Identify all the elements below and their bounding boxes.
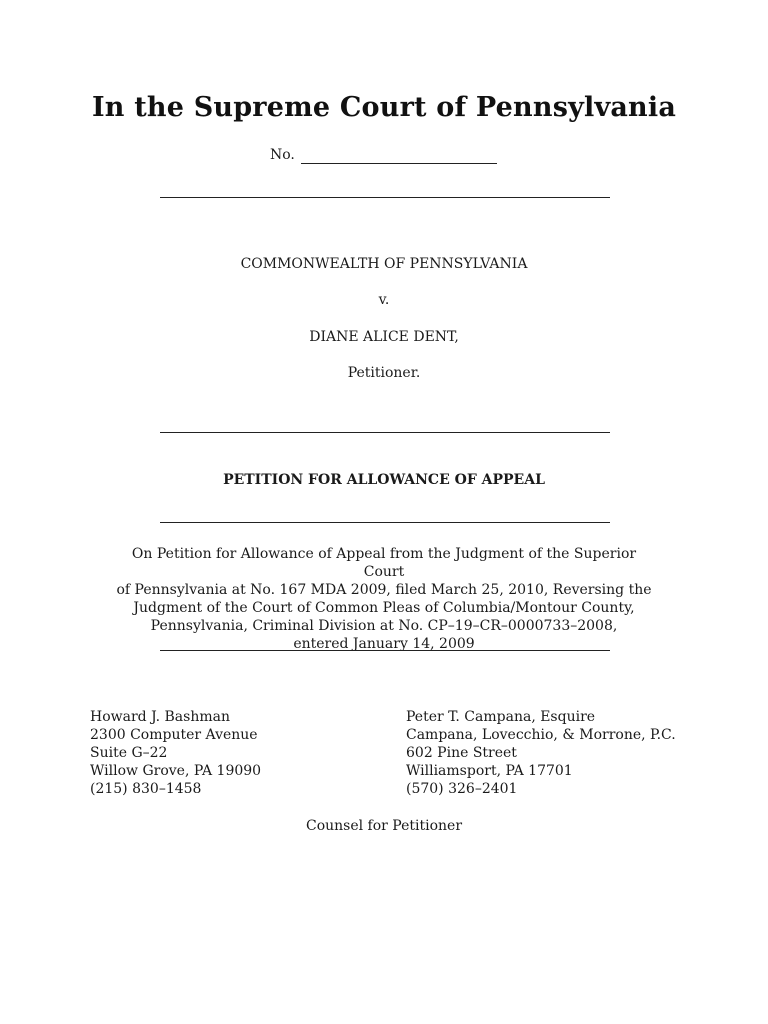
divider-rule-3: [160, 522, 610, 523]
lower-court-line: Judgment of the Court of Common Pleas of Columbia/Montour County,: [133, 600, 635, 616]
counsel-address-line: 2300 Computer Avenue: [90, 727, 258, 743]
counsel-block-right: [406, 708, 676, 798]
counsel-block-left: [90, 708, 261, 798]
docket-blank-line: [301, 149, 497, 164]
divider-rule-4: [160, 650, 610, 651]
counsel-phone: (215) 830–1458: [90, 781, 202, 797]
counsel-address-line: Willow Grove, PA 19090: [90, 763, 262, 779]
lower-court-description: [110, 545, 658, 653]
docket-number: [270, 146, 497, 164]
counsel-phone: (570) 326–2401: [406, 781, 518, 797]
counsel-name: Howard J. Bashman: [90, 709, 230, 725]
counsel-firm: Campana, Lovecchio, & Morrone, P.C.: [406, 727, 676, 743]
caption-versus: v.: [378, 292, 390, 308]
counsel-role: Counsel for Petitioner: [305, 818, 463, 834]
lower-court-line: Pennsylvania, Criminal Division at No. CP–19–CR–0000733–2008,: [150, 618, 618, 634]
divider-rule-1: [160, 197, 610, 198]
caption-respondent: COMMONWEALTH OF PENNSYLVANIA: [240, 256, 528, 272]
caption-petitioner-role: Petitioner.: [347, 365, 421, 381]
counsel-address-line: Suite G–22: [90, 745, 168, 761]
lower-court-line: On Petition for Allowance of Appeal from the Judgment of the Superior Court: [131, 546, 637, 580]
court-title: In the Supreme Court of Pennsylvania: [91, 92, 677, 123]
divider-rule-2: [160, 432, 610, 433]
counsel-name: Peter T. Campana, Esquire: [406, 709, 596, 725]
docket-label: No.: [270, 147, 295, 163]
counsel-address-line: Williamsport, PA 17701: [406, 763, 573, 779]
caption-petitioner-name: DIANE ALICE DENT,: [309, 329, 459, 345]
petition-title: PETITION FOR ALLOWANCE OF APPEAL: [223, 472, 545, 488]
counsel-address-line: 602 Pine Street: [406, 745, 517, 761]
lower-court-line: of Pennsylvania at No. 167 MDA 2009, filed March 25, 2010, Reversing the: [116, 582, 652, 598]
lower-court-line: entered January 14, 2009: [293, 636, 475, 652]
